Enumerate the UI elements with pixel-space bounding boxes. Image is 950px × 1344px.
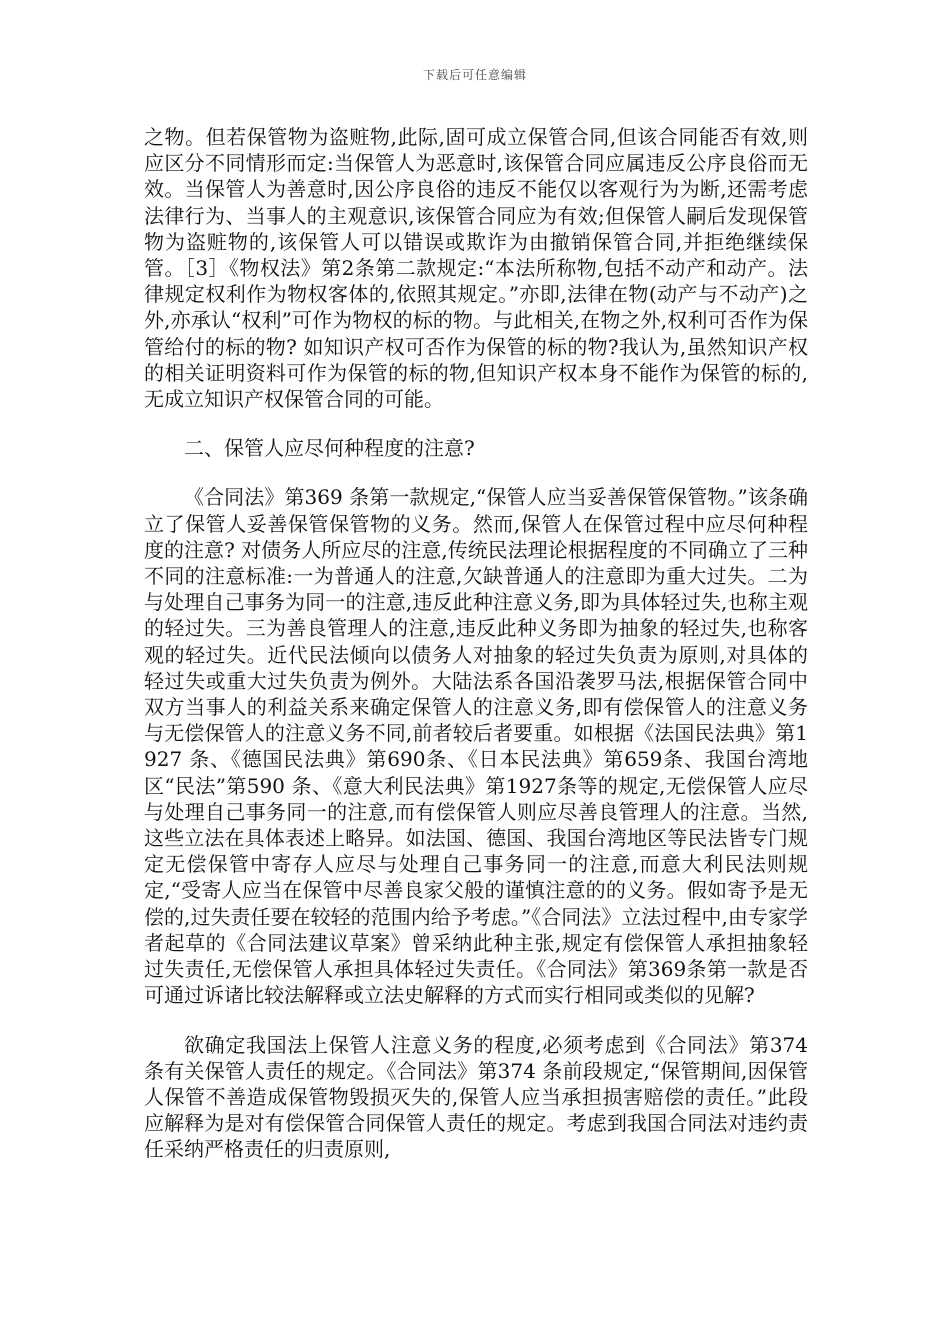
paragraph-article-374: 欲确定我国法上保管人注意义务的程度,必须考虑到《合同法》第374条有关保管人责任的规定。《合同法》第374 条前段规定,“保管期间,因保管人保管不善造成保管物毁损灭失的,保管人应当承担损害赔偿的责任。”此段应解释为是对有偿保管合同保管人责任的规定。考虑到我国合同法对违约责任采纳严格责任的归责原则,	[144, 1032, 808, 1162]
document-body	[144, 124, 808, 1186]
paragraph-continuation: 之物。但若保管物为盗赃物,此际,固可成立保管合同,但该合同能否有效,则应区分不同情形而定:当保管人为恶意时,该保管合同应属违反公序良俗而无效。当保管人为善意时,因公序良俗的违反不能仅以客观行为为断,还需考虑法律行为、当事人的主观意识,该保管合同应为有效;但保管人嗣后发现保管物为盗赃物的,该保管人可以错误或欺诈为由撤销保管合同,并拒绝继续保管。［3］《物权法》第2条第二款规定:“本法所称物,包括不动产和动产。法律规定权利作为物权客体的,依照其规定。”亦即,法律在物(动产与不动产)之外,亦承认“权利”可作为物权的标的物。与此相关,在物之外,权利可否作为保管给付的标的物? 如知识产权可否作为保管的标的物?我认为,虽然知识产权的相关证明资料可作为保管的标的物,但知识产权本身不能作为保管的标的,无成立知识产权保管合同的可能。	[144, 125, 808, 412]
section-heading: 二、保管人应尽何种程度的注意?	[184, 436, 475, 461]
paragraph-care-standards: 《合同法》第369 条第一款规定,“保管人应当妥善保管保管物。”该条确立了保管人妥善保管保管物的义务。然而,保管人在保管过程中应尽何种程度的注意? 对债务人所应尽的注意,传统民法理论根据程度的不同确立了三种不同的注意标准:一为普通人的注意,欠缺普通人的注意即为重大过失。二为与处理自己事务为同一的注意,违反此种注意义务,即为具体轻过失,也称主观的轻过失。三为善良管理人的注意,违反此种义务即为抽象的轻过失,也称客观的轻过失。近代民法倾向以债务人对抽象的轻过失负责为原则,对具体的轻过失或重大过失负责为例外。大陆法系各国沿袭罗马法,根据保管合同中双方当事人的利益关系来确定保管人的注意义务,即有偿保管人的注意义务与无偿保管人的注意义务不同,前者较后者要重。如根据《法国民法典》第1927 条、《德国民法典》第690条、《日本民法典》第659条、我国台湾地区“民法”第590 条、《意大利民法典》第1927条等的规定,无偿保管人应尽与处理自己事务同一的注意,而有偿保管人则应尽善良管理人的注意。当然,这些立法在具体表述上略异。如法国、德国、我国台湾地区等民法皆专门规定无偿保管中寄存人应尽与处理自己事务同一的注意,而意大利民法则规定,“受寄人应当在保管中尽善良家父般的谨慎注意的的义务。假如寄予是无偿的,过失责任要在较轻的范围内给予考虑。”《合同法》立法过程中,由专家学者起草的《合同法建议草案》曾采纳此种主张,规定有偿保管人承担抽象轻过失责任,无偿保管人承担具体轻过失责任。《合同法》第369条第一款是否可通过诉诸比较法解释或立法史解释的方式而实行相同或类似的见解?	[144, 485, 808, 1008]
page-header-note: 下载后可任意编辑	[422, 68, 527, 82]
